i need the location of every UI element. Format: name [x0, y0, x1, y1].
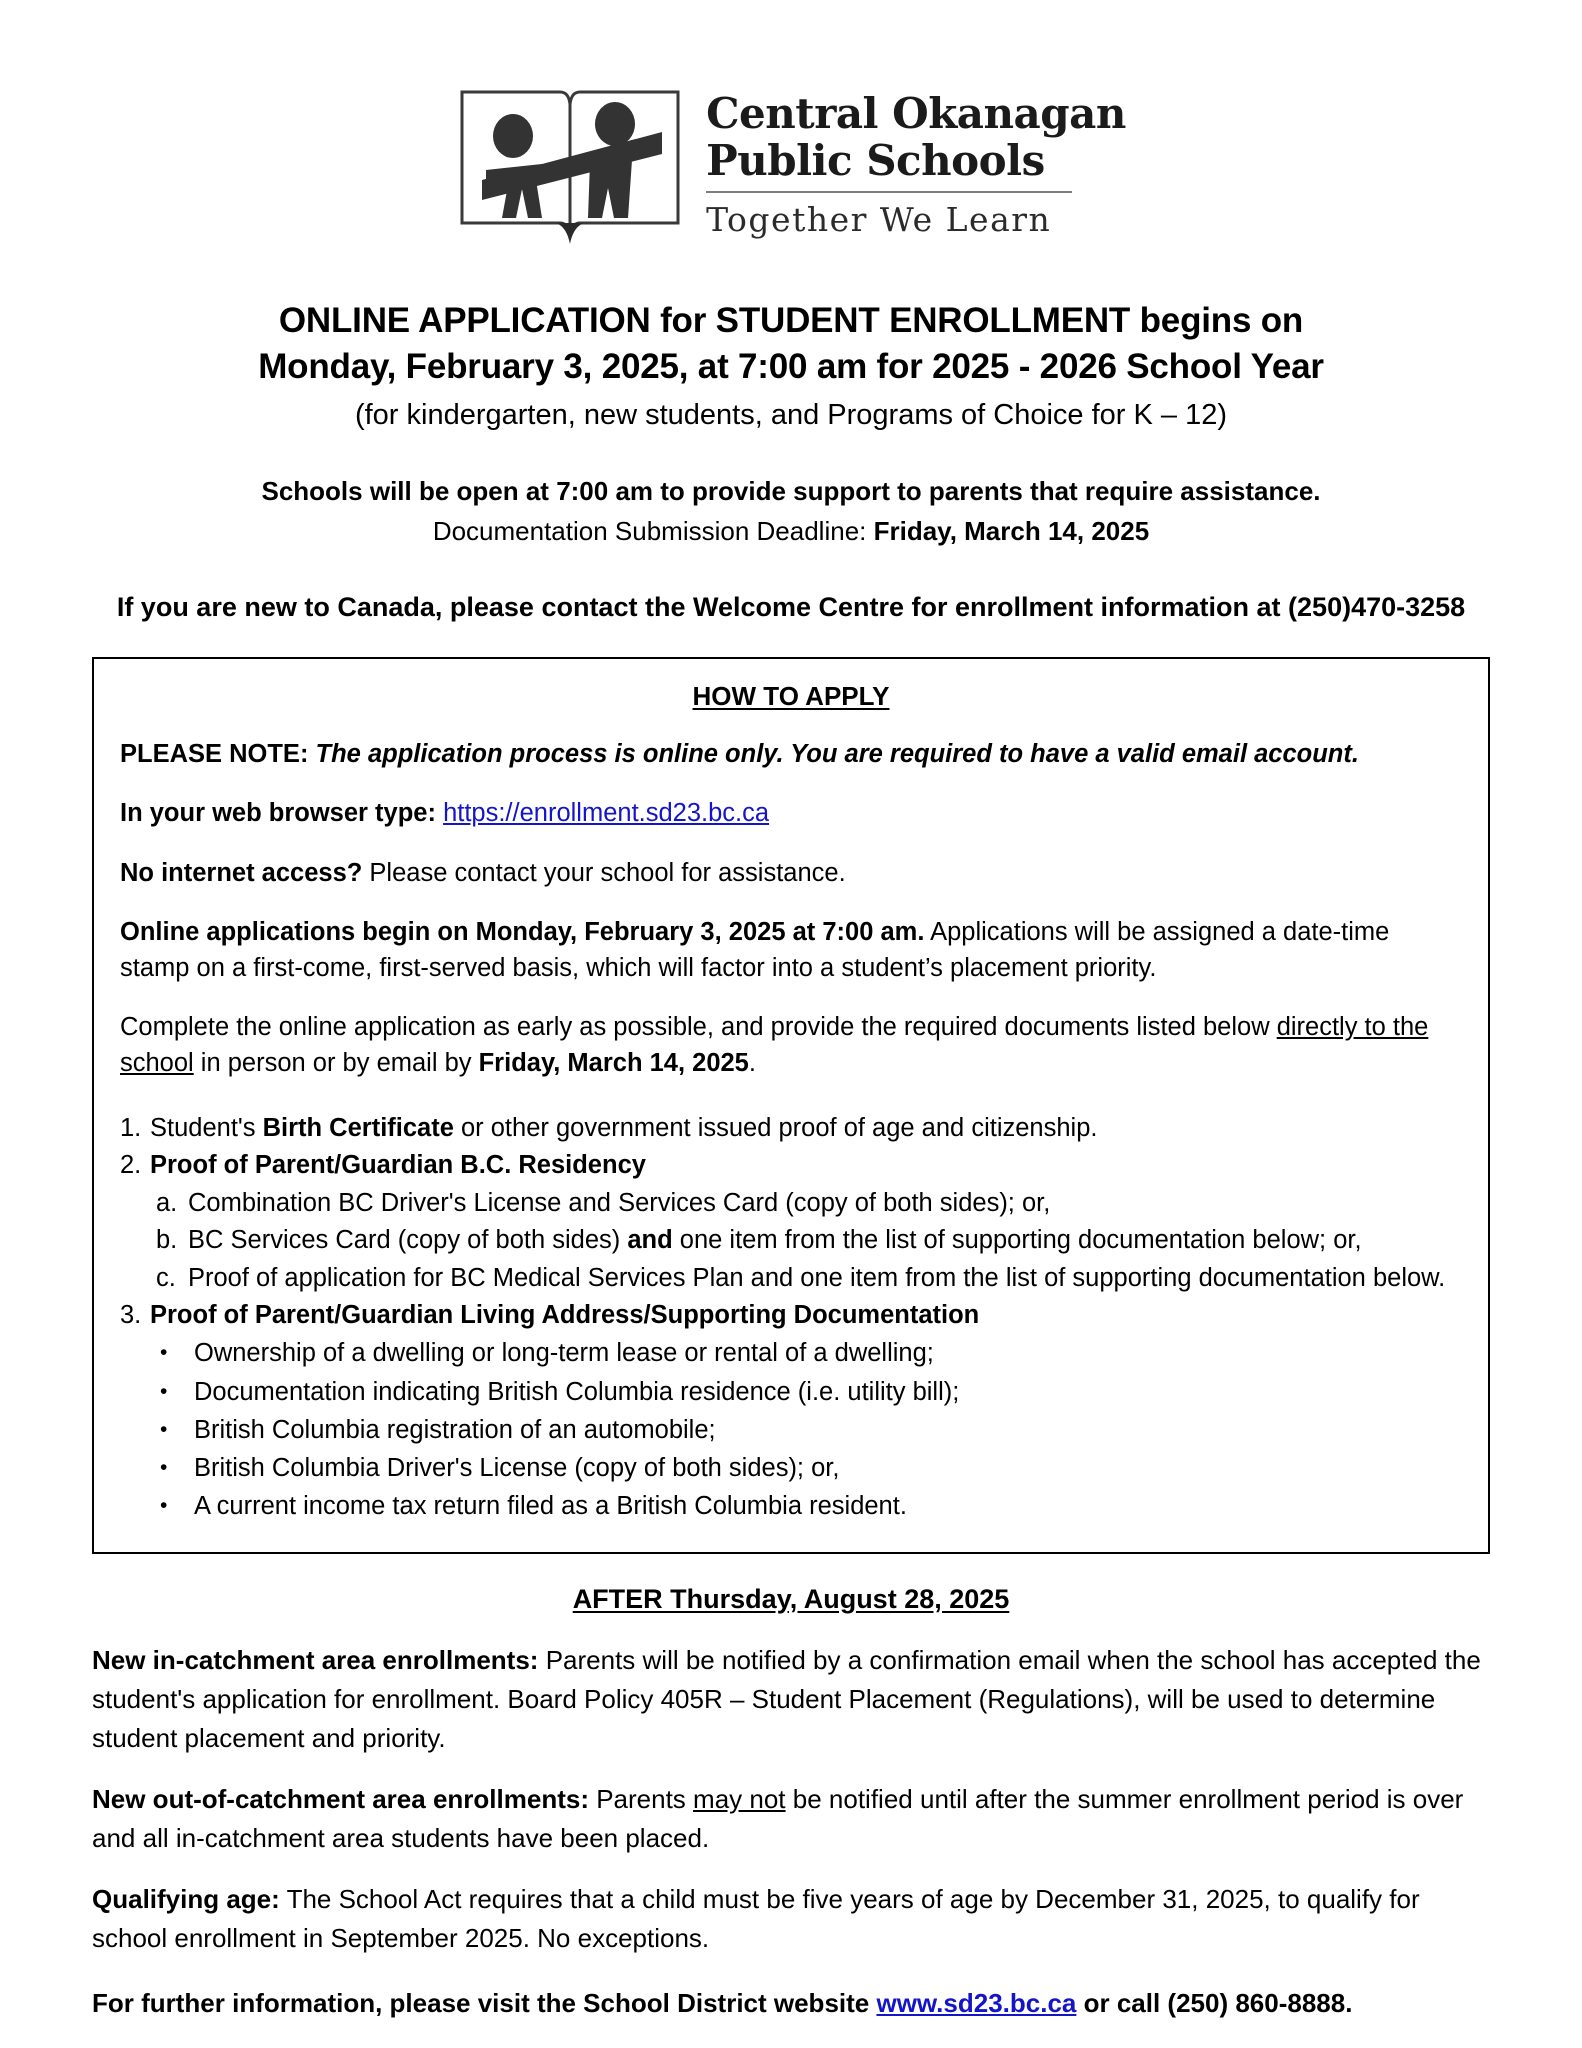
list-item	[120, 1373, 1462, 1411]
list-item	[120, 1222, 1462, 1259]
qualifying-age-paragraph	[92, 1880, 1490, 1958]
closing-part-2: or call (250) 860-8888.	[1076, 1987, 1353, 2018]
list-marker: 3.	[120, 1300, 142, 1329]
list-item	[120, 1297, 1462, 1334]
list-item	[120, 1411, 1462, 1449]
in-catchment-label: New in-catchment area enrollments:	[92, 1644, 539, 1675]
sub-pre: Combination BC Driver's License and Services Card (copy of both sides); or,	[188, 1188, 1051, 1217]
list-marker: c.	[156, 1263, 176, 1292]
please-note-text: The application process is online only. You are required to have a valid email account.	[315, 740, 1359, 769]
sub-post: one item from the list of supporting documentation below; or,	[672, 1226, 1362, 1255]
logo-line-1: Central Okanagan	[706, 89, 1126, 138]
how-to-apply-box	[92, 657, 1490, 1554]
directly-to-the-school-underlined: directly to the school	[120, 1013, 1429, 1078]
list-item-text: Ownership of a dwelling or long-term lease or rental of a dwelling;	[194, 1339, 934, 1368]
item-bold: Birth Certificate	[262, 1113, 454, 1142]
page-subtitle: (for kindergarten, new students, and Programs of Choice for K – 12)	[354, 399, 1228, 431]
how-to-apply-heading: HOW TO APPLY	[692, 681, 890, 712]
list-marker: 1.	[120, 1113, 142, 1142]
list-item	[120, 1147, 1462, 1184]
list-item-text: British Columbia registration of an automobile;	[194, 1415, 716, 1444]
enrollment-url-link[interactable]: https://enrollment.sd23.bc.ca	[443, 799, 770, 828]
no-internet-text: Please contact your school for assistance.	[362, 858, 846, 887]
district-logo	[0, 0, 1582, 244]
page-title-line-1: ONLINE APPLICATION for STUDENT ENROLLMENT begins on	[278, 301, 1304, 340]
applications-begin-rest: Applications will be assigned a date-time stamp on a first-come, first-served basis, which will factor into a student’s placement priority.	[120, 917, 1390, 982]
schools-open-note: Schools will be open at 7:00 am to provide support to parents that require assistance.	[261, 476, 1321, 507]
page-title-line-2: Monday, February 3, 2025, at 7:00 am for 2025 - 2026 School Year	[258, 346, 1324, 386]
welcome-centre-note: If you are new to Canada, please contact the Welcome Centre for enrollment information at (250)470-3258	[116, 592, 1466, 623]
out-of-catchment-part-2: be notified until after the summer enrollment period is over and all in-catchment area students have been placed.	[92, 1783, 1464, 1853]
browser-type-label: In your web browser type:	[120, 799, 444, 828]
bullet-icon: •	[160, 1494, 168, 1518]
bullet-icon: •	[160, 1379, 168, 1403]
bullet-icon: •	[160, 1341, 168, 1365]
list-item	[120, 1334, 1462, 1372]
item-bold: Proof of Parent/Guardian B.C. Residency	[150, 1151, 646, 1180]
applications-begin-paragraph	[120, 914, 1462, 986]
residency-sub-list	[120, 1185, 1462, 1297]
further-information-line	[92, 1988, 1490, 2019]
supporting-documentation-bullets	[120, 1334, 1462, 1525]
documentation-deadline	[0, 516, 1582, 547]
list-item	[120, 1487, 1462, 1525]
browser-url-paragraph	[120, 795, 1462, 831]
item-pre: Student's	[150, 1113, 263, 1142]
bullet-icon: •	[160, 1456, 168, 1480]
complete-part-2: in person or by email by	[193, 1049, 479, 1078]
deadline-date: Friday, March 14, 2025	[873, 516, 1150, 547]
list-item-text: Documentation indicating British Columbia residence (i.e. utility bill);	[194, 1377, 960, 1406]
list-item-text	[188, 1260, 1445, 1297]
list-item-text: British Columbia Driver's License (copy of both sides); or,	[194, 1454, 840, 1483]
in-catchment-text: Parents will be notified by a confirmation email when the school has accepted the student's application for enrollment. Board Policy 405R – Student Placement (Regulations), will be used to determine student placement and priority.	[92, 1644, 1481, 1753]
complete-part-1: Complete the online application as early as possible, and provide the required documents listed below	[120, 1013, 1277, 1042]
no-internet-paragraph	[120, 855, 1462, 891]
no-internet-label: No internet access?	[120, 858, 363, 887]
complete-part-3: .	[748, 1049, 756, 1078]
may-not-underlined: may not	[693, 1783, 786, 1814]
sub-bold: and	[627, 1226, 673, 1255]
deadline-label: Documentation Submission Deadline:	[432, 516, 874, 547]
list-item-text	[188, 1185, 1050, 1222]
list-item-text	[188, 1222, 1362, 1259]
list-item	[120, 1449, 1462, 1487]
in-catchment-paragraph	[92, 1641, 1490, 1758]
sub-pre: BC Services Card (copy of both sides)	[188, 1226, 628, 1255]
list-item	[120, 1110, 1462, 1147]
complete-deadline-date: Friday, March 14, 2025	[478, 1049, 749, 1078]
complete-application-paragraph	[120, 1009, 1462, 1081]
list-marker: 2.	[120, 1151, 142, 1180]
item-bold: Proof of Parent/Guardian Living Address/Supporting Documentation	[150, 1300, 980, 1329]
list-marker: a.	[156, 1188, 178, 1217]
please-note-label: PLEASE NOTE:	[120, 740, 316, 769]
logo-divider	[706, 191, 1072, 193]
please-note-paragraph	[120, 736, 1462, 772]
list-item-text	[150, 1297, 979, 1334]
open-book-with-two-figures-icon	[456, 84, 684, 244]
required-documents-list	[120, 1110, 1462, 1526]
list-item	[120, 1185, 1462, 1222]
out-of-catchment-label: New out-of-catchment area enrollments:	[92, 1783, 589, 1814]
list-item-text: A current income tax return filed as a British Columbia resident.	[194, 1492, 907, 1521]
after-section-body	[92, 1641, 1490, 1958]
list-item-text	[150, 1147, 646, 1184]
logo-line-2: Public Schools	[706, 136, 1045, 186]
page-title	[0, 298, 1582, 389]
list-item-text	[150, 1110, 1097, 1147]
bullet-icon: •	[160, 1417, 168, 1441]
logo-tagline: Together We Learn	[706, 200, 1052, 240]
list-item	[120, 1260, 1462, 1297]
sub-pre: Proof of application for BC Medical Services Plan and one item from the list of supporting documentation below.	[188, 1263, 1446, 1292]
out-of-catchment-paragraph	[92, 1780, 1490, 1858]
after-date-heading: AFTER Thursday, August 28, 2025	[572, 1583, 1010, 1614]
logo-wordmark	[706, 84, 1126, 239]
item-post: or other government issued proof of age and citizenship.	[453, 1113, 1098, 1142]
closing-part-1: For further information, please visit the School District website	[92, 1987, 877, 2018]
out-of-catchment-part-1: Parents	[588, 1783, 694, 1814]
list-marker: b.	[156, 1226, 178, 1255]
qualifying-age-label: Qualifying age:	[92, 1883, 280, 1914]
applications-begin-bold: Online applications begin on Monday, February 3, 2025 at 7:00 am.	[120, 917, 925, 946]
sd23-website-link[interactable]: www.sd23.bc.ca	[876, 1987, 1077, 2018]
qualifying-age-text: The School Act requires that a child must be five years of age by December 31, 2025, to qualify for school enrollment in September 2025. No exceptions.	[92, 1883, 1420, 1953]
